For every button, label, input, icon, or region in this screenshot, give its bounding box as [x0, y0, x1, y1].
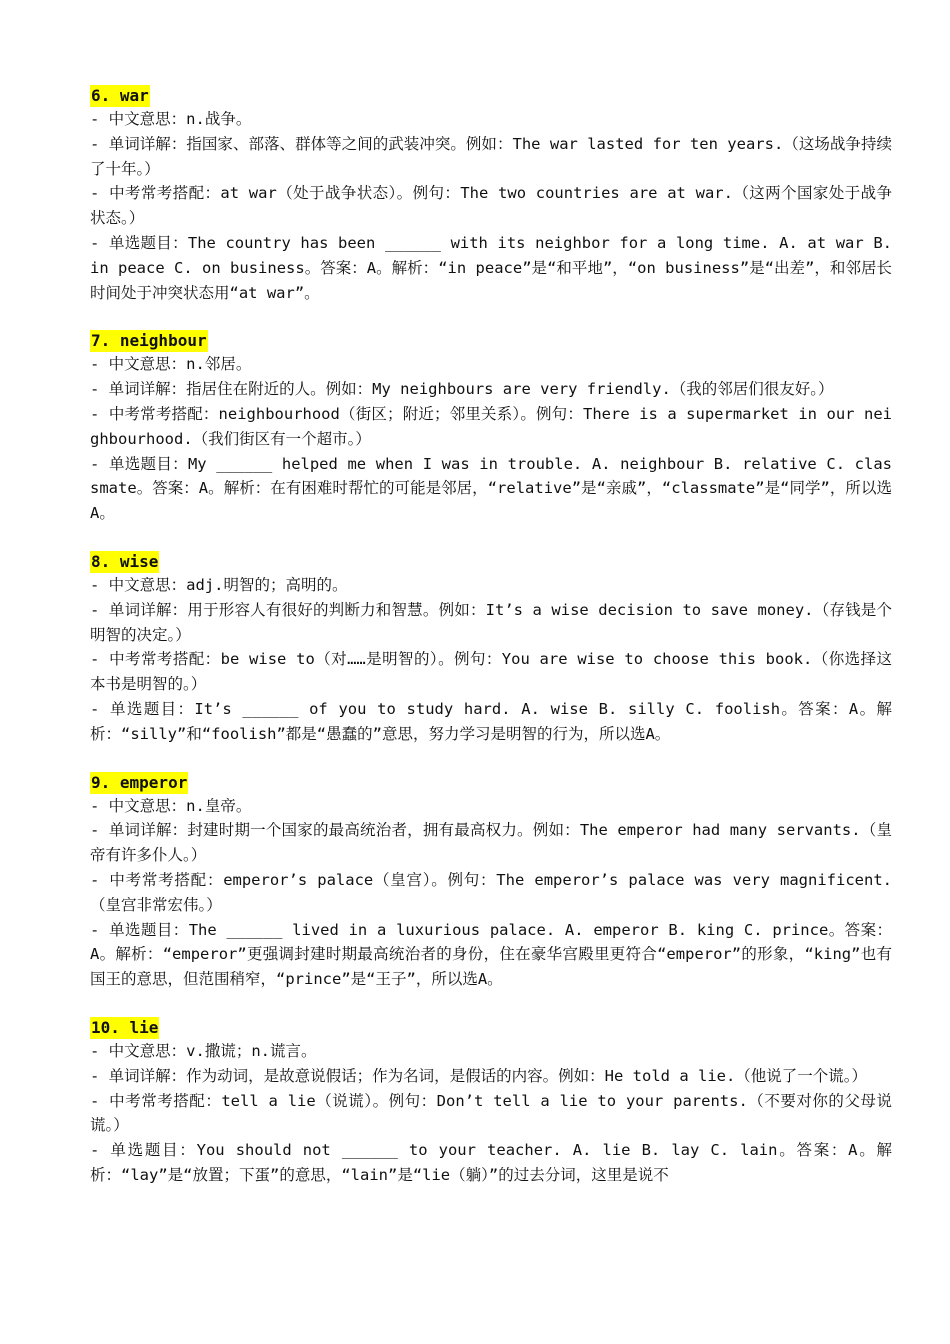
meaning-line: - 中文意思：n.战争。 — [90, 110, 252, 128]
vocab-entry-war — [90, 85, 892, 305]
collocation-line: - 中考常考搭配：be wise to（对……是明智的）。例句：You are wise to choose this book.（你选择这本书是明智的。） — [90, 650, 892, 694]
question-line: - 单选题目：The country has been ______ with its neighbor for a long time. A. at war B. in peace C. on business。答案：A。解析：“in peace”是“和平地”，“on business”是“出差”，和邻居长时间处于冲突状态用“at war”。 — [90, 233, 892, 302]
explanation-line: - 单词详解：作为动词，是故意说假话；作为名词，是假话的内容。例如：He told a lie.（他说了一个谎。） — [90, 1066, 868, 1085]
question-line: - 单选题目：My ______ helped me when I was in trouble. A. neighbour B. relative C. classmate。答案：A。解析：在有困难时帮忙的可能是邻居，“relative”是“亲戚”，“classmate”是“同学”，所以选A。 — [90, 454, 892, 523]
entry-heading: 8. wise — [91, 551, 159, 571]
question-line: - 单选题目：The ______ lived in a luxurious palace. A. emperor B. king C. prince。答案：A。解析：“emperor”更强调封建时期最高统治者的身份，住在豪华宫殿里更符合“emperor”的形象，“king”也有国王的意思，但范围稍窄，“prince”是“王子”，所以选A。 — [90, 920, 892, 989]
entry-heading: 6. war — [91, 86, 149, 105]
collocation-line: - 中考常考搭配：emperor’s palace（皇宫）。例句：The emperor’s palace was very magnificent.（皇宫非常宏伟。） — [90, 870, 892, 914]
explanation-line: - 单词详解：用于形容人有很好的判断力和智慧。例如：It’s a wise decision to save money.（存钱是个明智的决定。） — [90, 600, 892, 644]
question-line: - 单选题目：It’s ______ of you to study hard. A. wise B. silly C. foolish。答案：A。解析：“silly”和“foolish”都是“愚蠢的”意思，努力学习是明智的行为，所以选A。 — [90, 699, 892, 743]
entry-heading: 7. neighbour — [91, 331, 207, 351]
meaning-line: - 中文意思：adj.明智的；高明的。 — [90, 575, 348, 594]
collocation-line: - 中考常考搭配：tell a lie（说谎）。例句：Don’t tell a lie to your parents.（不要对你的父母说谎。） — [90, 1091, 892, 1135]
vocab-entry-neighbour — [90, 330, 892, 526]
question-line: - 单选题目：You should not ______ to your teacher. A. lie B. lay C. lain。答案：A。解析：“lay”是“放置；下蛋”的意思，“lain”是“lie（躺）”的过去分词，这里是说不 — [90, 1141, 892, 1184]
explanation-line: - 单词详解：指居住在附近的人。例如：My neighbours are very friendly.（我的邻居们很友好。） — [90, 380, 834, 399]
collocation-line: - 中考常考搭配：at war（处于战争状态）。例句：The two countries are at war.（这两个国家处于战争状态。） — [90, 184, 892, 228]
explanation-line: - 单词详解：指国家、部落、群体等之间的武装冲突。例如：The war lasted for ten years.（这场战争持续了十年。） — [90, 134, 892, 178]
document-page — [90, 85, 892, 1213]
entry-heading: 10. lie — [91, 1017, 159, 1037]
vocab-entry-wise — [90, 551, 892, 747]
vocab-entry-lie — [90, 1017, 892, 1188]
meaning-line: - 中文意思：n.皇帝。 — [90, 796, 252, 815]
meaning-line: - 中文意思：n.邻居。 — [90, 355, 252, 374]
explanation-line: - 单词详解：封建时期一个国家的最高统治者，拥有最高权力。例如：The emperor had many servants.（皇帝有许多仆人。） — [90, 821, 892, 865]
vocab-entry-emperor — [90, 772, 892, 992]
collocation-line: - 中考常考搭配：neighbourhood（街区；附近；邻里关系）。例句：There is a supermarket in our neighbourhood.（我们街区有一个超市。） — [90, 404, 892, 448]
entry-heading: 9. emperor — [91, 772, 188, 792]
meaning-line: - 中文意思：v.撒谎；n.谎言。 — [90, 1041, 317, 1060]
